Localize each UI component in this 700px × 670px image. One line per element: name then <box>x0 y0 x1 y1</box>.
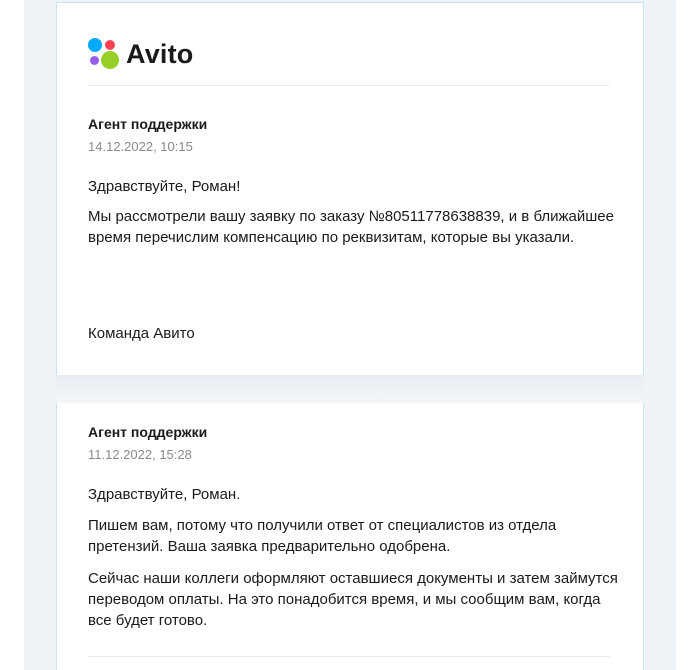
sender-name: Агент поддержки <box>88 116 208 132</box>
sender-name: Агент поддержки <box>88 424 208 440</box>
message-body-2 <box>88 568 618 631</box>
message-header <box>88 115 618 155</box>
purple-dot-icon <box>90 56 99 65</box>
message-date: 11.12.2022, 15:28 <box>88 447 192 462</box>
message-header <box>88 423 618 463</box>
message-card <box>56 403 644 670</box>
message-greeting <box>88 176 618 197</box>
body-text: Мы рассмотрели вашу заявку по заказу №80511778638839, и в ближайшее время перечислим компенсацию по реквизитам, которые вы указали. <box>88 208 614 246</box>
message-body <box>88 515 618 557</box>
greeting-text: Здравствуйте, Роман! <box>88 178 241 195</box>
footer-divider <box>88 656 610 657</box>
body-text: Пишем вам, потому что получили ответ от специалистов из отдела претензий. Ваша заявка предварительно одобрена. <box>88 517 557 555</box>
message-greeting <box>88 484 618 505</box>
body-text-2: Сейчас наши коллеги оформляют оставшиеся документы и затем займутся переводом оплаты. На это понадобится время, и мы сообщим вам, когда все будет готово. <box>88 570 618 629</box>
header-divider <box>88 85 610 86</box>
green-dot-icon <box>101 51 119 69</box>
avito-logo[interactable] <box>88 37 194 71</box>
blue-dot-icon <box>88 38 102 52</box>
message-card <box>56 2 644 376</box>
message-date: 14.12.2022, 10:15 <box>88 139 193 154</box>
signature-text: Команда Авито <box>88 325 195 342</box>
message-signature <box>88 323 618 344</box>
logo-text: Avito <box>126 38 194 69</box>
red-dot-icon <box>105 40 115 50</box>
avito-dots-icon <box>88 37 122 71</box>
greeting-text: Здравствуйте, Роман. <box>88 486 241 503</box>
card-separator <box>56 375 644 403</box>
message-body <box>88 206 618 248</box>
